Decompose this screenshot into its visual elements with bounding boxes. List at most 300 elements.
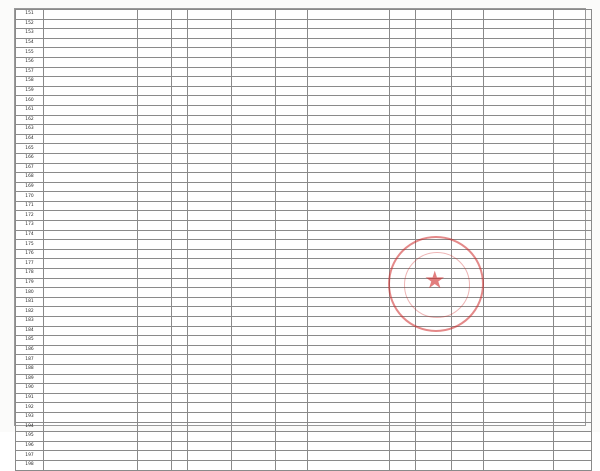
cell-major (308, 10, 390, 20)
cell-id-number (44, 96, 138, 106)
cell-gender (172, 67, 188, 77)
cell-id-number (44, 163, 138, 173)
cell-years (276, 19, 308, 29)
cell-phone (554, 422, 592, 432)
cell-flag (390, 317, 416, 327)
cell-row-number: 161 (16, 105, 44, 115)
cell-gender (172, 19, 188, 29)
table-row (16, 326, 592, 336)
star-icon: ★ (424, 266, 446, 294)
cell-gender (172, 441, 188, 451)
cell-subsidy (452, 144, 484, 154)
cell-id-number (44, 307, 138, 317)
table-row (16, 249, 592, 259)
table-row (16, 125, 592, 135)
cell-school-level (188, 173, 232, 183)
cell-name (138, 67, 172, 77)
cell-name (138, 125, 172, 135)
cell-years (276, 317, 308, 327)
cell-area (232, 336, 276, 346)
cell-flag (390, 86, 416, 96)
cell-bank-account (484, 259, 554, 269)
cell-flag (390, 134, 416, 144)
cell-major (308, 192, 390, 202)
cell-id-number (44, 19, 138, 29)
cell-area (232, 326, 276, 336)
cell-amount (416, 29, 452, 39)
table-row (16, 432, 592, 442)
cell-years (276, 201, 308, 211)
table-row (16, 48, 592, 58)
cell-row-number: 173 (16, 221, 44, 231)
cell-amount (416, 307, 452, 317)
cell-area (232, 345, 276, 355)
cell-school-level (188, 144, 232, 154)
table-row (16, 451, 592, 461)
cell-gender (172, 307, 188, 317)
cell-major (308, 307, 390, 317)
cell-years (276, 432, 308, 442)
cell-bank-account (484, 19, 554, 29)
cell-years (276, 384, 308, 394)
cell-area (232, 441, 276, 451)
cell-area (232, 451, 276, 461)
cell-years (276, 422, 308, 432)
cell-id-number (44, 451, 138, 461)
cell-amount (416, 211, 452, 221)
cell-major (308, 115, 390, 125)
cell-name (138, 269, 172, 279)
cell-name (138, 297, 172, 307)
cell-major (308, 297, 390, 307)
table-row (16, 134, 592, 144)
cell-amount (416, 288, 452, 298)
cell-phone (554, 105, 592, 115)
cell-flag (390, 422, 416, 432)
cell-years (276, 173, 308, 183)
cell-gender (172, 432, 188, 442)
cell-id-number (44, 249, 138, 259)
cell-amount (416, 192, 452, 202)
cell-bank-account (484, 182, 554, 192)
cell-gender (172, 326, 188, 336)
cell-amount (416, 403, 452, 413)
cell-amount (416, 125, 452, 135)
cell-gender (172, 403, 188, 413)
cell-id-number (44, 38, 138, 48)
cell-bank-account (484, 412, 554, 422)
cell-years (276, 451, 308, 461)
cell-name (138, 173, 172, 183)
cell-flag (390, 29, 416, 39)
cell-area (232, 153, 276, 163)
cell-school-level (188, 288, 232, 298)
cell-bank-account (484, 345, 554, 355)
cell-major (308, 240, 390, 250)
table-row (16, 288, 592, 298)
cell-flag (390, 278, 416, 288)
cell-subsidy (452, 336, 484, 346)
cell-area (232, 105, 276, 115)
cell-area (232, 144, 276, 154)
cell-flag (390, 374, 416, 384)
table-row (16, 240, 592, 250)
cell-flag (390, 211, 416, 221)
cell-id-number (44, 29, 138, 39)
cell-flag (390, 336, 416, 346)
cell-row-number: 198 (16, 460, 44, 470)
cell-area (232, 86, 276, 96)
cell-major (308, 96, 390, 106)
cell-bank-account (484, 374, 554, 384)
cell-row-number: 163 (16, 125, 44, 135)
cell-area (232, 393, 276, 403)
table-row (16, 355, 592, 365)
cell-bank-account (484, 221, 554, 231)
cell-area (232, 221, 276, 231)
cell-flag (390, 201, 416, 211)
cell-flag (390, 144, 416, 154)
cell-gender (172, 173, 188, 183)
cell-id-number (44, 192, 138, 202)
cell-bank-account (484, 317, 554, 327)
cell-phone (554, 393, 592, 403)
cell-school-level (188, 115, 232, 125)
table-row (16, 57, 592, 67)
cell-major (308, 77, 390, 87)
table-row (16, 221, 592, 231)
cell-flag (390, 441, 416, 451)
cell-years (276, 240, 308, 250)
cell-area (232, 19, 276, 29)
cell-years (276, 297, 308, 307)
cell-bank-account (484, 307, 554, 317)
cell-flag (390, 288, 416, 298)
cell-row-number: 167 (16, 163, 44, 173)
cell-phone (554, 57, 592, 67)
cell-subsidy (452, 192, 484, 202)
table-row (16, 364, 592, 374)
cell-amount (416, 259, 452, 269)
cell-row-number: 191 (16, 393, 44, 403)
cell-id-number (44, 201, 138, 211)
cell-major (308, 230, 390, 240)
cell-id-number (44, 403, 138, 413)
cell-years (276, 249, 308, 259)
cell-area (232, 412, 276, 422)
cell-years (276, 269, 308, 279)
cell-years (276, 403, 308, 413)
cell-bank-account (484, 29, 554, 39)
cell-id-number (44, 355, 138, 365)
table-row (16, 86, 592, 96)
cell-flag (390, 48, 416, 58)
cell-subsidy (452, 355, 484, 365)
cell-name (138, 115, 172, 125)
cell-bank-account (484, 230, 554, 240)
cell-area (232, 67, 276, 77)
cell-major (308, 278, 390, 288)
cell-phone (554, 355, 592, 365)
cell-flag (390, 221, 416, 231)
cell-school-level (188, 422, 232, 432)
cell-subsidy (452, 240, 484, 250)
cell-gender (172, 269, 188, 279)
cell-gender (172, 230, 188, 240)
cell-name (138, 326, 172, 336)
cell-row-number: 156 (16, 57, 44, 67)
cell-gender (172, 57, 188, 67)
cell-bank-account (484, 336, 554, 346)
cell-amount (416, 173, 452, 183)
cell-years (276, 115, 308, 125)
cell-phone (554, 374, 592, 384)
cell-school-level (188, 67, 232, 77)
cell-major (308, 374, 390, 384)
table-row (16, 278, 592, 288)
cell-gender (172, 249, 188, 259)
cell-amount (416, 10, 452, 20)
table-row (16, 307, 592, 317)
cell-id-number (44, 317, 138, 327)
cell-school-level (188, 307, 232, 317)
cell-amount (416, 221, 452, 231)
cell-row-number: 177 (16, 259, 44, 269)
cell-gender (172, 96, 188, 106)
cell-major (308, 384, 390, 394)
cell-subsidy (452, 412, 484, 422)
cell-amount (416, 451, 452, 461)
cell-phone (554, 211, 592, 221)
cell-subsidy (452, 249, 484, 259)
cell-row-number: 186 (16, 345, 44, 355)
cell-major (308, 259, 390, 269)
cell-flag (390, 451, 416, 461)
cell-years (276, 221, 308, 231)
cell-bank-account (484, 105, 554, 115)
cell-amount (416, 269, 452, 279)
cell-name (138, 259, 172, 269)
cell-bank-account (484, 422, 554, 432)
cell-years (276, 393, 308, 403)
cell-subsidy (452, 221, 484, 231)
cell-row-number: 152 (16, 19, 44, 29)
cell-area (232, 10, 276, 20)
student-subsidy-table (15, 9, 592, 471)
cell-flag (390, 67, 416, 77)
cell-years (276, 441, 308, 451)
cell-bank-account (484, 153, 554, 163)
cell-major (308, 269, 390, 279)
cell-phone (554, 67, 592, 77)
cell-major (308, 29, 390, 39)
cell-bank-account (484, 249, 554, 259)
cell-amount (416, 48, 452, 58)
cell-row-number: 193 (16, 412, 44, 422)
cell-area (232, 240, 276, 250)
cell-name (138, 38, 172, 48)
cell-amount (416, 460, 452, 470)
cell-name (138, 345, 172, 355)
cell-gender (172, 412, 188, 422)
table-row (16, 153, 592, 163)
cell-bank-account (484, 211, 554, 221)
cell-years (276, 336, 308, 346)
cell-school-level (188, 86, 232, 96)
cell-flag (390, 125, 416, 135)
cell-gender (172, 48, 188, 58)
cell-row-number: 160 (16, 96, 44, 106)
cell-row-number: 179 (16, 278, 44, 288)
cell-years (276, 105, 308, 115)
cell-row-number: 168 (16, 173, 44, 183)
table-row (16, 29, 592, 39)
cell-flag (390, 153, 416, 163)
cell-phone (554, 278, 592, 288)
cell-name (138, 144, 172, 154)
cell-row-number: 178 (16, 269, 44, 279)
cell-years (276, 460, 308, 470)
cell-years (276, 211, 308, 221)
cell-gender (172, 297, 188, 307)
cell-row-number: 181 (16, 297, 44, 307)
cell-bank-account (484, 393, 554, 403)
cell-phone (554, 460, 592, 470)
cell-bank-account (484, 144, 554, 154)
cell-school-level (188, 451, 232, 461)
cell-amount (416, 393, 452, 403)
cell-row-number: 154 (16, 38, 44, 48)
cell-flag (390, 259, 416, 269)
cell-row-number: 176 (16, 249, 44, 259)
cell-gender (172, 364, 188, 374)
cell-subsidy (452, 307, 484, 317)
cell-flag (390, 163, 416, 173)
cell-flag (390, 96, 416, 106)
cell-subsidy (452, 173, 484, 183)
table-row (16, 211, 592, 221)
cell-subsidy (452, 67, 484, 77)
cell-area (232, 230, 276, 240)
cell-name (138, 317, 172, 327)
cell-major (308, 317, 390, 327)
cell-major (308, 364, 390, 374)
cell-phone (554, 432, 592, 442)
cell-id-number (44, 384, 138, 394)
cell-school-level (188, 10, 232, 20)
cell-area (232, 259, 276, 269)
cell-amount (416, 355, 452, 365)
cell-school-level (188, 336, 232, 346)
cell-years (276, 86, 308, 96)
cell-phone (554, 364, 592, 374)
cell-gender (172, 451, 188, 461)
cell-phone (554, 326, 592, 336)
cell-name (138, 336, 172, 346)
cell-name (138, 29, 172, 39)
cell-phone (554, 221, 592, 231)
cell-bank-account (484, 96, 554, 106)
cell-school-level (188, 374, 232, 384)
cell-bank-account (484, 48, 554, 58)
cell-gender (172, 86, 188, 96)
cell-gender (172, 374, 188, 384)
cell-name (138, 86, 172, 96)
table-row (16, 259, 592, 269)
cell-amount (416, 345, 452, 355)
cell-name (138, 182, 172, 192)
cell-major (308, 48, 390, 58)
cell-amount (416, 278, 452, 288)
cell-area (232, 192, 276, 202)
cell-phone (554, 77, 592, 87)
cell-school-level (188, 460, 232, 470)
cell-name (138, 211, 172, 221)
cell-years (276, 29, 308, 39)
cell-id-number (44, 345, 138, 355)
cell-amount (416, 182, 452, 192)
cell-area (232, 269, 276, 279)
cell-years (276, 355, 308, 365)
cell-gender (172, 182, 188, 192)
cell-flag (390, 249, 416, 259)
cell-area (232, 355, 276, 365)
cell-gender (172, 422, 188, 432)
cell-years (276, 326, 308, 336)
cell-major (308, 355, 390, 365)
table-row (16, 374, 592, 384)
cell-phone (554, 297, 592, 307)
cell-row-number: 155 (16, 48, 44, 58)
table-row (16, 201, 592, 211)
table-row (16, 412, 592, 422)
cell-amount (416, 86, 452, 96)
cell-row-number: 170 (16, 192, 44, 202)
cell-subsidy (452, 317, 484, 327)
cell-id-number (44, 57, 138, 67)
table-row (16, 336, 592, 346)
cell-amount (416, 240, 452, 250)
cell-gender (172, 384, 188, 394)
cell-bank-account (484, 86, 554, 96)
cell-id-number (44, 432, 138, 442)
cell-bank-account (484, 192, 554, 202)
cell-phone (554, 134, 592, 144)
cell-id-number (44, 297, 138, 307)
cell-flag (390, 393, 416, 403)
cell-subsidy (452, 441, 484, 451)
cell-school-level (188, 278, 232, 288)
cell-id-number (44, 393, 138, 403)
cell-years (276, 10, 308, 20)
cell-amount (416, 57, 452, 67)
cell-gender (172, 192, 188, 202)
cell-school-level (188, 364, 232, 374)
cell-years (276, 307, 308, 317)
cell-area (232, 384, 276, 394)
cell-major (308, 182, 390, 192)
table-row (16, 317, 592, 327)
table-row (16, 345, 592, 355)
cell-bank-account (484, 173, 554, 183)
cell-subsidy (452, 182, 484, 192)
cell-flag (390, 269, 416, 279)
cell-flag (390, 105, 416, 115)
cell-bank-account (484, 77, 554, 87)
cell-flag (390, 19, 416, 29)
table-row (16, 384, 592, 394)
cell-row-number: 153 (16, 29, 44, 39)
